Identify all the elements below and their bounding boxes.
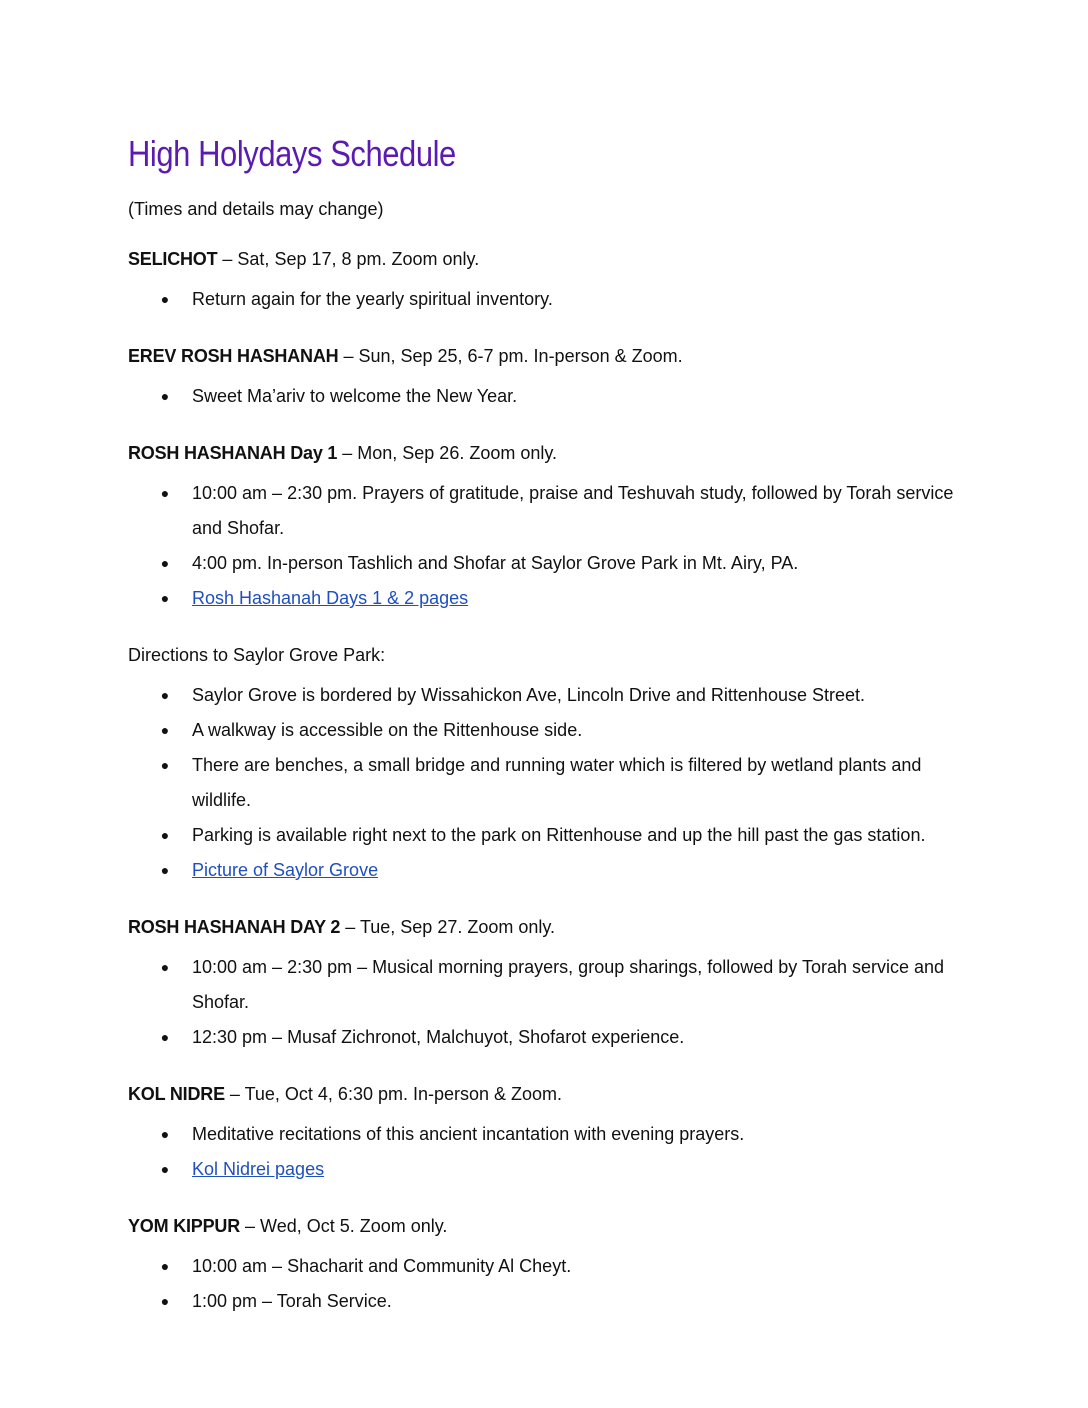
event-detail: – Sun, Sep 25, 6-7 pm. In-person & Zoom.	[338, 346, 683, 366]
list-item-text: There are benches, a small bridge and running water which is filtered by wetland plants and wildlife.	[192, 755, 922, 810]
bullet-icon: ●	[160, 485, 170, 501]
section-heading	[128, 248, 968, 270]
bullet-icon: ●	[160, 1258, 170, 1274]
directions-list	[128, 678, 968, 888]
section-heading	[128, 1083, 968, 1105]
list-item	[128, 1117, 968, 1152]
event-detail: – Mon, Sep 26. Zoom only.	[337, 443, 558, 463]
list-item-text: Saylor Grove is bordered by Wissahickon Ave, Lincoln Drive and Rittenhouse Street.	[192, 685, 866, 705]
list-item	[128, 546, 968, 581]
list-item	[128, 581, 968, 616]
event-name: YOM KIPPUR	[128, 1216, 241, 1236]
list-item-text: 4:00 pm. In-person Tashlich and Shofar at Saylor Grove Park in Mt. Airy, PA.	[192, 553, 799, 573]
kol-nidrei-pages-link[interactable]: Kol Nidrei pages	[192, 1159, 325, 1179]
section-erev-rosh-hashanah	[128, 345, 968, 414]
list-item-text: Parking is available right next to the park on Rittenhouse and up the hill past the gas station.	[192, 825, 926, 845]
bullet-icon: ●	[160, 1029, 170, 1045]
bullet-icon: ●	[160, 1293, 170, 1309]
section-directions	[128, 644, 968, 888]
page-title: High Holydays Schedule	[128, 133, 456, 174]
bullet-icon: ●	[160, 722, 170, 738]
list-item	[128, 748, 968, 818]
bullet-icon: ●	[160, 590, 170, 606]
list-item	[128, 950, 968, 1020]
event-list	[128, 950, 968, 1055]
list-item-text: Return again for the yearly spiritual inventory.	[192, 289, 553, 309]
section-heading	[128, 442, 968, 464]
event-name: EREV ROSH HASHANAH	[128, 346, 339, 366]
list-item-text: 10:00 am – Shacharit and Community Al Cheyt.	[192, 1256, 572, 1276]
list-item	[128, 1020, 968, 1055]
bullet-icon: ●	[160, 827, 170, 843]
list-item	[128, 476, 968, 546]
event-name: SELICHOT	[128, 249, 218, 269]
section-heading	[128, 1215, 968, 1237]
bullet-icon: ●	[160, 1126, 170, 1142]
bullet-icon: ●	[160, 862, 170, 878]
rosh-hashanah-pages-link[interactable]: Rosh Hashanah Days 1 & 2 pages	[192, 588, 469, 608]
section-rosh-hashanah-day-2	[128, 916, 968, 1055]
bullet-icon: ●	[160, 959, 170, 975]
list-item	[128, 1284, 968, 1319]
event-list	[128, 476, 968, 616]
list-item	[128, 678, 968, 713]
bullet-icon: ●	[160, 555, 170, 571]
list-item-text: 12:30 pm – Musaf Zichronot, Malchuyot, Shofarot experience.	[192, 1027, 685, 1047]
section-heading	[128, 916, 968, 938]
event-list	[128, 282, 968, 317]
event-detail: – Sat, Sep 17, 8 pm. Zoom only.	[217, 249, 480, 269]
schedule-note: (Times and details may change)	[128, 199, 384, 219]
list-item-text: 10:00 am – 2:30 pm – Musical morning prayers, group sharings, followed by Torah service and Shofar.	[192, 957, 945, 1012]
event-list	[128, 1117, 968, 1187]
list-item-text: Sweet Ma’ariv to welcome the New Year.	[192, 386, 518, 406]
directions-heading: Directions to Saylor Grove Park:	[128, 645, 386, 665]
list-item-text: Meditative recitations of this ancient incantation with evening prayers.	[192, 1124, 745, 1144]
bullet-icon: ●	[160, 388, 170, 404]
list-item	[128, 713, 968, 748]
section-heading	[128, 345, 968, 367]
list-item	[128, 282, 968, 317]
section-kol-nidre	[128, 1083, 968, 1187]
section-yom-kippur	[128, 1215, 968, 1319]
section-rosh-hashanah-day-1	[128, 442, 968, 616]
list-item	[128, 853, 968, 888]
event-detail: – Tue, Oct 4, 6:30 pm. In-person & Zoom.	[224, 1084, 563, 1104]
list-item-text: 1:00 pm – Torah Service.	[192, 1291, 392, 1311]
bullet-icon: ●	[160, 291, 170, 307]
event-name: KOL NIDRE	[128, 1084, 225, 1104]
list-item	[128, 379, 968, 414]
event-detail: – Wed, Oct 5. Zoom only.	[240, 1216, 448, 1236]
event-detail: – Tue, Sep 27. Zoom only.	[340, 917, 556, 937]
list-item-text: A walkway is accessible on the Rittenhouse side.	[192, 720, 583, 740]
list-item-text: 10:00 am – 2:30 pm. Prayers of gratitude, praise and Teshuvah study, followed by Torah service and Shofar.	[192, 483, 954, 538]
bullet-icon: ●	[160, 1161, 170, 1177]
section-selichot	[128, 248, 968, 317]
saylor-grove-picture-link[interactable]: Picture of Saylor Grove	[192, 860, 379, 880]
event-list	[128, 1249, 968, 1319]
list-item	[128, 818, 968, 853]
event-list	[128, 379, 968, 414]
bullet-icon: ●	[160, 687, 170, 703]
list-item	[128, 1152, 968, 1187]
bullet-icon: ●	[160, 757, 170, 773]
event-name: ROSH HASHANAH Day 1	[128, 443, 338, 463]
event-name: ROSH HASHANAH DAY 2	[128, 917, 341, 937]
list-item	[128, 1249, 968, 1284]
